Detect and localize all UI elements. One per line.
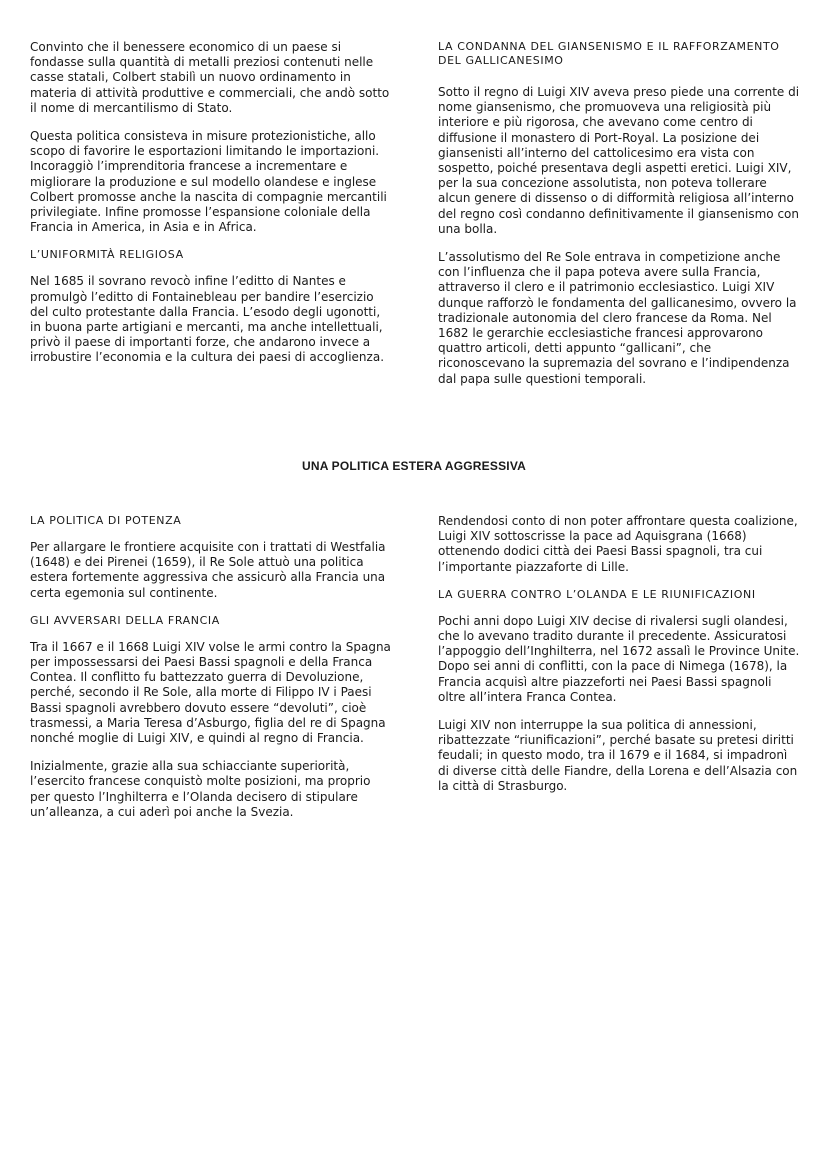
paragraph-province-unite: Pochi anni dopo Luigi XIV decise di rivalersi sugli olandesi, che lo avevano tradito durante il precedente. Assicuratosi l’appoggio dell’Inghilterra, nel 1672 assalì le Province Unite. Dopo sei anni di conflitti, con la pace di Nimega (1678), la Francia acquisì altre piazzeforti nei Paesi Bassi spagnoli oltre all’intera Franca Contea. <box>438 613 800 704</box>
paragraph-mercantilismo: Convinto che il benessere economico di un paese si fondasse sulla quantità di metalli preziosi contenuti nelle casse statali, Colbert stabilì un nuovo ordinamento in materia di attività produttive e commerciali, che andò sotto il nome di mercantilismo di Stato. <box>30 40 390 115</box>
heading-uniformita-religiosa: L’UNIFORMITÀ RELIGIOSA <box>30 248 184 262</box>
paragraph-alleanza: Inizialmente, grazie alla sua schiacciante superiorità, l’esercito francese conquistò molte posizioni, ma proprio per questo l’Inghilterra e l’Olanda decisero di stipulare un’alleanza, a cui aderì poi anche la Svezia. <box>30 759 371 819</box>
heading-giansenismo: LA CONDANNA DEL GIANSENISMO E IL RAFFORZAMENTO DEL GALLICANESIMO <box>438 40 780 67</box>
paragraph-giansenismo: Sotto il regno di Luigi XIV aveva preso piede una corrente di nome giansenismo, che promuoveva una religiosità più interiore e più rigorosa, che avevano come centro di diffusione il monastero di Port-Royal. La posizione dei giansenisti all’interno del cattolicesimo era vista con sospetto, poiché presentava degli aspetti eretici. Luigi XIV, per la sua concezione assolutista, non poteva tollerare alcun genere di dissenso o di difformità religiosa all’interno del regno così condanno definitivamente il giansenismo con una bolla. <box>438 85 800 236</box>
top-right-column <box>438 40 800 400</box>
top-left-column <box>30 40 392 379</box>
paragraph-gallicanesimo: L’assolutismo del Re Sole entrava in competizione anche con l’influenza che il papa poteva avere sulla Francia, attraverso il clero e il patrimonio ecclesiastico. Luigi XIV dunque rafforzò le fondamenta del gallicanesimo, ovvero la tradizionale autonomia del clero francese da Roma. Nel 1682 le gerarchie ecclesiastiche francesi approvarono quattro articoli, detti appunto “gallicani”, che riconoscevano la supremazia del sovrano e l’indipendenza dal papa sulle questioni temporali. <box>438 250 797 386</box>
heading-guerra-olanda: LA GUERRA CONTRO L’OLANDA E LE RIUNIFICAZIONI <box>438 587 756 601</box>
bottom-left-column <box>30 514 392 833</box>
paragraph-riunificazioni: Luigi XIV non interruppe la sua politica di annessioni, ribattezzate “riunificazioni”, perché basate su pretesi diritti feudali; in questo modo, tra il 1679 e il 1684, si impadronì di diverse città delle Fiandre, della Lorena e dell’Alsazia con la città di Strasburgo. <box>438 718 798 793</box>
paragraph-pace-aquisgrana: Rendendosi conto di non poter affrontare questa coalizione, Luigi XIV sottoscrisse la pace ad Aquisgrana (1668) ottenendo dodici città dei Paesi Bassi spagnoli, tra cui l’importante piazzaforte di Lille. <box>438 514 798 574</box>
paragraph-frontiere: Per allargare le frontiere acquisite con i trattati di Westfalia (1648) e dei Pirenei (1659), il Re Sole attuò una politica estera fortemente aggressiva che assicurò alla Francia una certa egemonia sul continente. <box>30 540 386 600</box>
paragraph-protezionismo: Questa politica consisteva in misure protezionistiche, allo scopo di favorire le esportazioni limitando le importazioni. Incoraggiò l’imprenditoria francese a incrementare e migliorare la produzione e sul modello olandese e inglese Colbert promosse anche la nascita di compagnie mercantili privilegiate. Infine promosse l’espansione coloniale della Francia in America, in Asia e in Africa. <box>30 129 387 235</box>
heading-politica-potenza: LA POLITICA DI POTENZA <box>30 514 182 527</box>
paragraph-editto-nantes: Nel 1685 il sovrano revocò infine l’editto di Nantes e promulgò l’editto di Fontainebleau per bandire l’esercizio del culto protestante dalla Francia. L’esodo degli ugonotti, in buona parte artigiani e mercanti, ma anche intellettuali, privò il paese di importanti forze, che andarono invece a irrobustire l’economia e la cultura dei paesi di accoglienza. <box>30 274 385 365</box>
section-banner-title: UNA POLITICA ESTERA AGGRESSIVA <box>301 459 526 473</box>
bottom-right-column <box>438 514 800 807</box>
paragraph-guerra-devoluzione: Tra il 1667 e il 1668 Luigi XIV volse le armi contro la Spagna per impossessarsi dei Paesi Bassi spagnoli e della Franca Contea. Il conflitto fu battezzato guerra di Devoluzione, perché, secondo il Re Sole, alla morte di Filippo IV i Paesi Bassi spagnoli avrebbero dovuto essere “devoluti”, cioè trasmessi, a Maria Teresa d’Asburgo, figlia del re di Spagna nonché moglie di Luigi XIV, e quindi al regno di Francia. <box>30 639 391 746</box>
heading-avversari-francia: GLI AVVERSARI DELLA FRANCIA <box>30 613 220 627</box>
